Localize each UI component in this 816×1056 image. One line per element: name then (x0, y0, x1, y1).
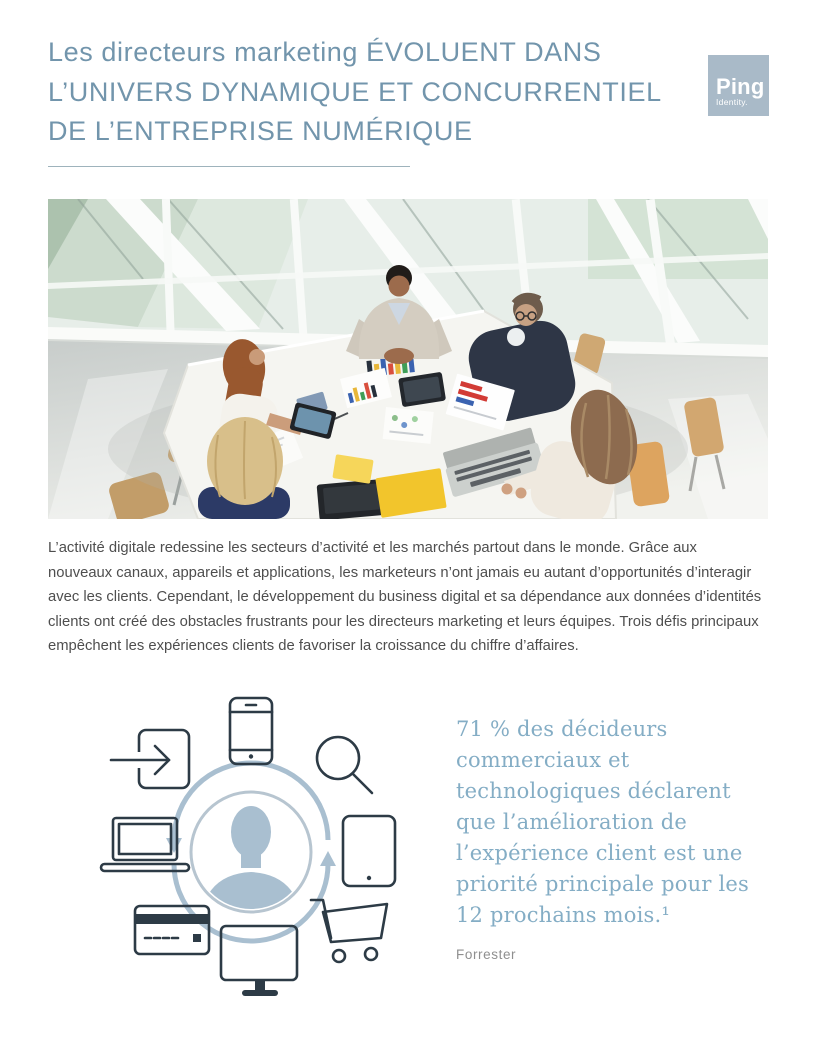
person-avatar-icon (191, 792, 311, 914)
smartphone-icon (230, 698, 272, 764)
quote-attribution: Forrester (456, 947, 517, 962)
tablet-icon (343, 816, 395, 886)
identity-ecosystem-illustration (95, 692, 407, 1004)
logo-subtext: Identity. (716, 97, 748, 107)
search-icon (317, 737, 372, 793)
meeting-photo (48, 199, 768, 519)
page-title: Les directeurs marketing ÉVOLUENT DANS L’UNIVERS DYNAMIQUE ET CONCURRENTIEL DE L’ENTREPRISE NUMÉRIQUE (48, 37, 661, 146)
statistic-quote (456, 714, 752, 962)
quote-text: 71 % des décideurs commerciaux et technologiques déclarent que l’amélioration de l’expérience client est une priorité principale pour les 12 prochains mois.¹ (456, 717, 749, 927)
laptop-icon (101, 818, 189, 871)
intro-paragraph: L’activité digitale redessine les secteurs d’activité et les marchés partout dans le monde. Grâce aux nouveaux canaux, appareils et applications, les marketeurs n’ont jamais eu autant d’opportunités d’interagir avec les clients. Cependant, le développement du business digital et sa dépendance aux données d’identités clients ont créé des obstacles frustrants pour les directeurs marketing et leurs équipes. Trois défis principaux empêchent les expériences clients de favoriser la croissance du chiffre d’affaires. (48, 540, 762, 655)
title-divider (48, 166, 410, 167)
shopping-cart-icon (311, 900, 387, 962)
ping-identity-logo (708, 55, 769, 116)
credit-card-icon (135, 906, 209, 954)
logo-brand-text: Ping (716, 74, 765, 99)
sign-in-icon (111, 730, 189, 788)
